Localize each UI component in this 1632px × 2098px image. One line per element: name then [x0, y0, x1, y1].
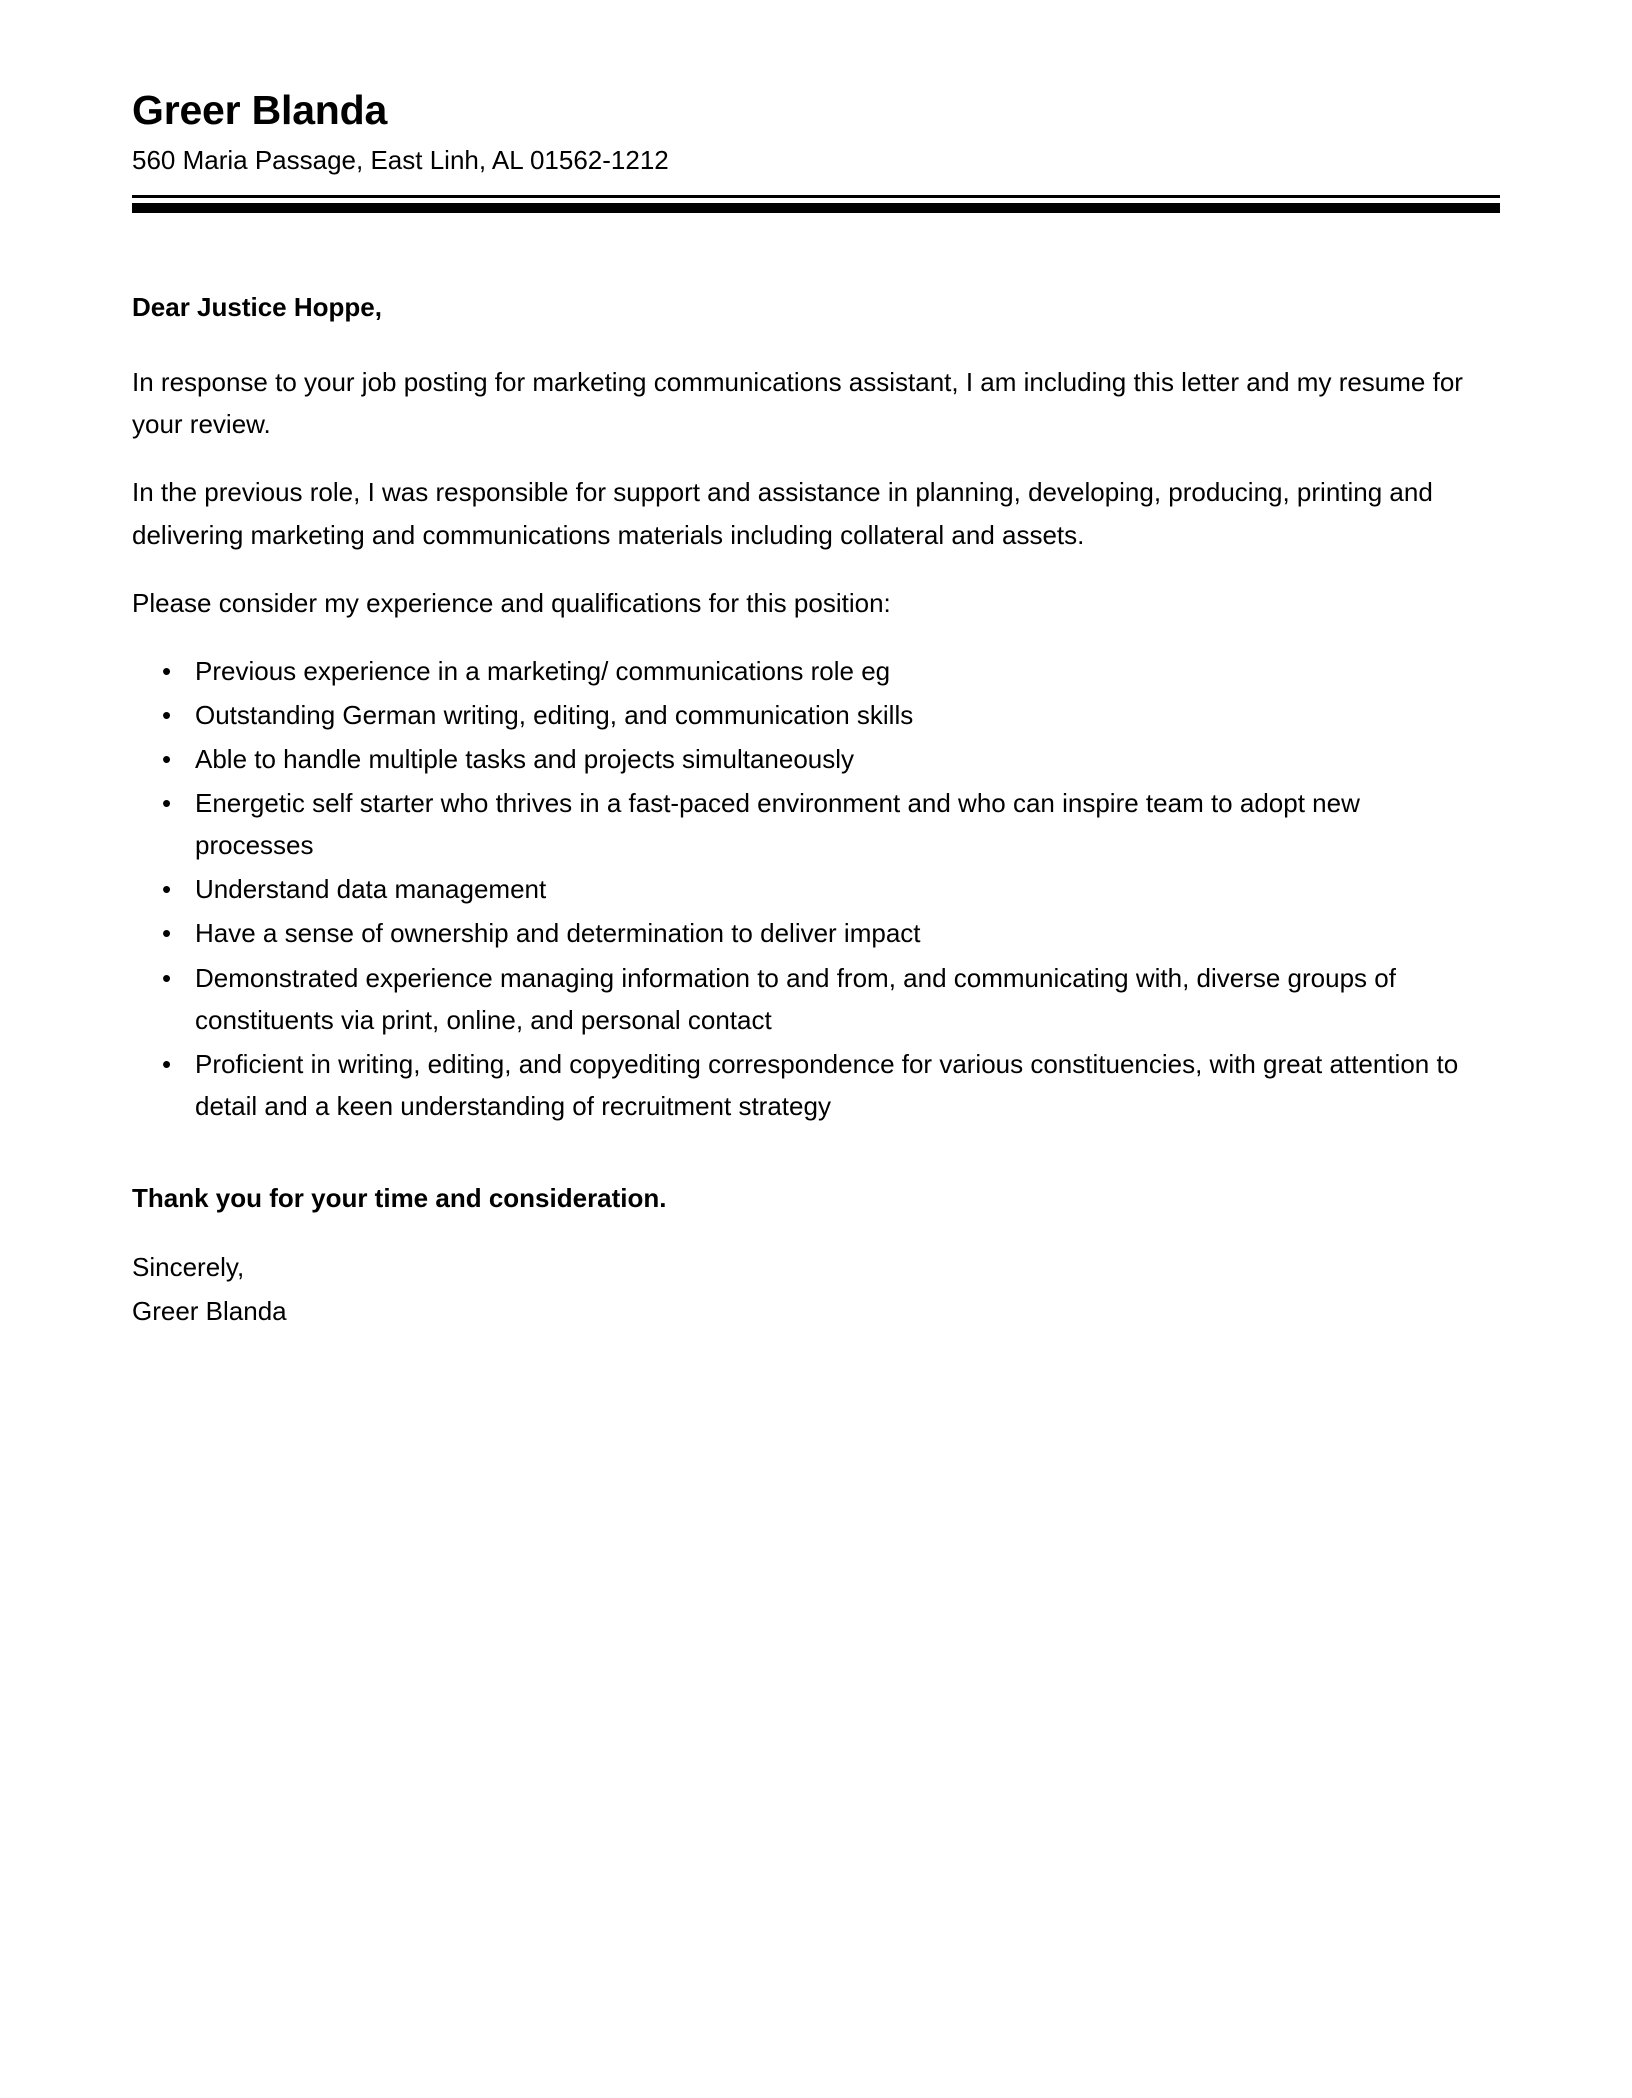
list-item-text: Energetic self starter who thrives in a fast-paced environment and who can inspire team to adopt new processes	[195, 788, 1360, 861]
divider-thick-line	[132, 203, 1500, 213]
list-item-text: Previous experience in a marketing/ communications role eg	[195, 655, 891, 686]
letterhead	[132, 88, 1500, 213]
list-item	[132, 738, 1500, 780]
header-divider	[132, 195, 1500, 213]
list-item	[132, 782, 1500, 866]
list-item	[132, 912, 1500, 954]
paragraph-intro: In response to your job posting for marketing communications assistant, I am including this letter and my resume for your review.	[132, 367, 1463, 440]
letter-body	[132, 291, 1500, 1331]
bullet-icon: •	[162, 743, 172, 774]
bullet-icon: •	[162, 874, 172, 905]
bullet-icon: •	[162, 918, 172, 949]
list-item	[132, 650, 1500, 692]
thank-you-line: Thank you for your time and consideration.	[132, 1182, 667, 1213]
list-item-text: Outstanding German writing, editing, and communication skills	[195, 699, 914, 730]
list-item	[132, 1043, 1500, 1127]
salutation: Dear Justice Hoppe,	[132, 292, 382, 323]
list-item	[132, 694, 1500, 736]
bullet-icon: •	[162, 655, 172, 686]
list-item-text: Demonstrated experience managing information to and from, and communicating with, diverse groups of constituents via print, online, and personal contact	[195, 962, 1396, 1035]
signoff: Sincerely,	[132, 1251, 245, 1282]
bullet-icon: •	[162, 1048, 172, 1079]
list-item-text: Proficient in writing, editing, and copyediting correspondence for various constituencies, with great attention to detail and a keen understanding of recruitment strategy	[195, 1048, 1459, 1121]
list-item	[132, 957, 1500, 1041]
list-item	[132, 868, 1500, 910]
bullet-icon: •	[162, 962, 172, 993]
sender-address: 560 Maria Passage, East Linh, AL 01562-1212	[132, 144, 669, 175]
signoff-name: Greer Blanda	[132, 1295, 287, 1326]
bullet-icon: •	[162, 788, 172, 819]
list-item-text: Able to handle multiple tasks and projects simultaneously	[195, 743, 855, 774]
list-item-text: Understand data management	[195, 874, 547, 905]
sender-name: Greer Blanda	[132, 87, 388, 133]
paragraph-qualifications-lead: Please consider my experience and qualifications for this position:	[132, 587, 891, 618]
list-item-text: Have a sense of ownership and determination to deliver impact	[195, 918, 921, 949]
bullet-icon: •	[162, 699, 172, 730]
paragraph-experience: In the previous role, I was responsible for support and assistance in planning, developing, producing, printing and delivering marketing and communications materials including collateral and assets.	[132, 477, 1433, 550]
qualifications-list	[132, 650, 1500, 1127]
